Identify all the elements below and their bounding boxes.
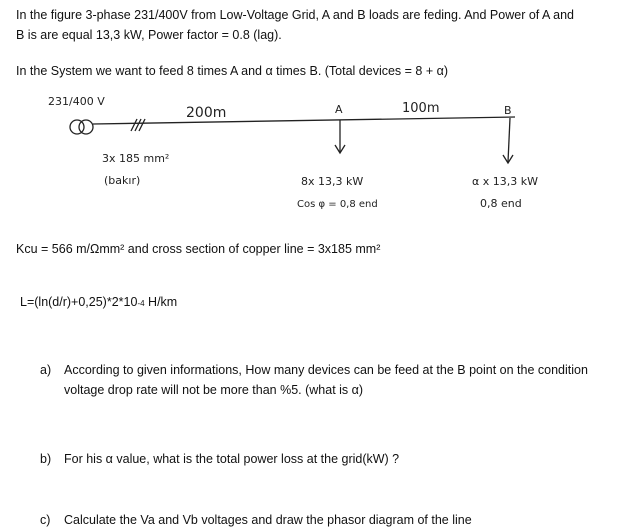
intro-line-3: In the System we want to feed 8 times A and α times B. (Total devices = 8 + α)	[16, 64, 449, 78]
question-b-number: b)	[40, 452, 52, 466]
grid-voltage-label: 231/400 V	[48, 95, 105, 108]
inductance-unit: H/km	[144, 295, 178, 309]
question-c	[40, 510, 600, 532]
inductance-main: L=(ln(d/r)+0,25)*2*10	[20, 295, 138, 309]
question-a	[40, 360, 600, 404]
kcu-given: Kcu = 566 m/Ωmm² and cross section of copper line = 3x185 mm²	[16, 242, 381, 256]
load-b-power: α x 13,3 kW	[472, 175, 538, 188]
main-line	[93, 117, 515, 124]
question-a-text: According to given informations, How many devices can be feed at the B point on the condition voltage drop rate will not be more than %5. (what is α)	[64, 363, 588, 397]
segment-1-length: 200m	[186, 105, 227, 121]
load-b-tap	[508, 118, 510, 162]
question-b-text: For his α value, what is the total power loss at the grid(kW) ?	[64, 452, 400, 466]
question-c-number: c)	[40, 513, 51, 527]
intro-line-2: B is are equal 13,3 kW, Power factor = 0.8 (lag).	[16, 28, 282, 42]
cable-material-label: (bakır)	[104, 174, 141, 187]
segment-2-length: 100m	[402, 101, 440, 116]
cable-label: 3x 185 mm²	[102, 152, 170, 165]
node-a-label: A	[335, 103, 343, 116]
inductance-formula	[20, 293, 177, 313]
question-c-text: Calculate the Va and Vb voltages and draw the phasor diagram of the line	[64, 513, 472, 527]
node-b-label: B	[504, 104, 512, 117]
question-b	[40, 449, 600, 471]
load-a-power-factor: Cos φ = 0,8 end	[297, 199, 378, 210]
inductance-exponent: -4	[137, 299, 145, 308]
intro-line-1: In the figure 3-phase 231/400V from Low-Voltage Grid, A and B loads are feding. And Power of A and	[16, 8, 575, 22]
question-a-number: a)	[40, 363, 52, 377]
load-a-power: 8x 13,3 kW	[301, 175, 364, 188]
load-b-power-factor: 0,8 end	[480, 197, 522, 210]
generator-circle-right	[79, 120, 93, 134]
